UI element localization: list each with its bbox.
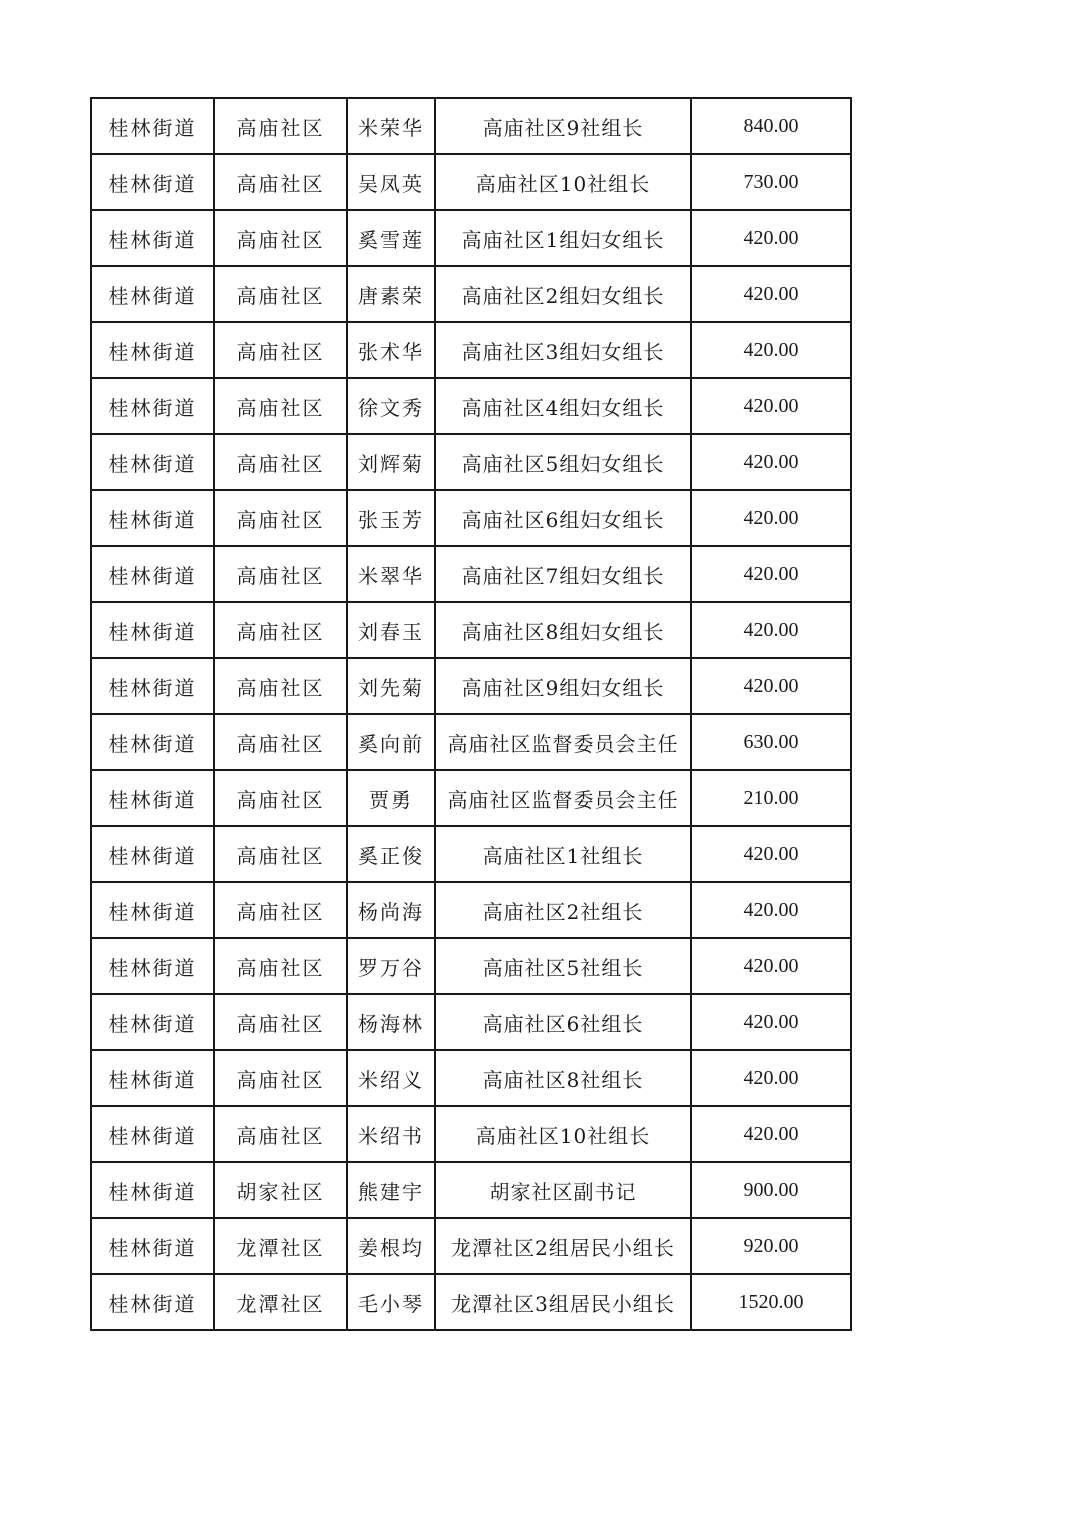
cell-amount: 420.00 (691, 1106, 851, 1162)
cell-role: 高庙社区2社组长 (435, 882, 691, 938)
cell-community: 龙潭社区 (214, 1274, 347, 1330)
cell-community: 高庙社区 (214, 434, 347, 490)
cell-role: 高庙社区监督委员会主任 (435, 714, 691, 770)
table-row (91, 322, 851, 378)
cell-name: 罗万谷 (347, 938, 435, 994)
cell-amount: 420.00 (691, 266, 851, 322)
cell-role: 高庙社区1社组长 (435, 826, 691, 882)
cell-community: 高庙社区 (214, 490, 347, 546)
cell-amount: 730.00 (691, 154, 851, 210)
table-row (91, 826, 851, 882)
table-row (91, 546, 851, 602)
cell-amount: 840.00 (691, 98, 851, 154)
cell-street: 桂林街道 (91, 1162, 214, 1218)
cell-street: 桂林街道 (91, 378, 214, 434)
cell-community: 高庙社区 (214, 1106, 347, 1162)
table-row (91, 1162, 851, 1218)
cell-role: 高庙社区9社组长 (435, 98, 691, 154)
cell-amount: 420.00 (691, 546, 851, 602)
cell-name: 刘春玉 (347, 602, 435, 658)
cell-community: 高庙社区 (214, 938, 347, 994)
cell-community: 胡家社区 (214, 1162, 347, 1218)
table-row (91, 1050, 851, 1106)
cell-role: 高庙社区5组妇女组长 (435, 434, 691, 490)
cell-street: 桂林街道 (91, 882, 214, 938)
cell-role: 龙潭社区3组居民小组长 (435, 1274, 691, 1330)
table-row (91, 266, 851, 322)
cell-amount: 420.00 (691, 994, 851, 1050)
cell-role: 高庙社区1组妇女组长 (435, 210, 691, 266)
cell-community: 高庙社区 (214, 826, 347, 882)
cell-role: 龙潭社区2组居民小组长 (435, 1218, 691, 1274)
cell-community: 高庙社区 (214, 322, 347, 378)
cell-amount: 420.00 (691, 378, 851, 434)
cell-name: 刘辉菊 (347, 434, 435, 490)
cell-amount: 900.00 (691, 1162, 851, 1218)
cell-name: 米绍义 (347, 1050, 435, 1106)
cell-role: 胡家社区副书记 (435, 1162, 691, 1218)
cell-role: 高庙社区监督委员会主任 (435, 770, 691, 826)
table-row (91, 210, 851, 266)
cell-role: 高庙社区6组妇女组长 (435, 490, 691, 546)
cell-community: 高庙社区 (214, 98, 347, 154)
cell-community: 高庙社区 (214, 210, 347, 266)
cell-street: 桂林街道 (91, 490, 214, 546)
cell-role: 高庙社区10社组长 (435, 1106, 691, 1162)
table-row (91, 98, 851, 154)
cell-street: 桂林街道 (91, 1274, 214, 1330)
cell-role: 高庙社区6社组长 (435, 994, 691, 1050)
cell-role: 高庙社区10社组长 (435, 154, 691, 210)
cell-name: 米翠华 (347, 546, 435, 602)
cell-community: 高庙社区 (214, 994, 347, 1050)
cell-community: 高庙社区 (214, 658, 347, 714)
cell-street: 桂林街道 (91, 322, 214, 378)
cell-community: 高庙社区 (214, 770, 347, 826)
table-row (91, 994, 851, 1050)
table-row (91, 658, 851, 714)
cell-community: 龙潭社区 (214, 1218, 347, 1274)
cell-amount: 420.00 (691, 882, 851, 938)
cell-role: 高庙社区7组妇女组长 (435, 546, 691, 602)
cell-amount: 420.00 (691, 602, 851, 658)
table-row (91, 1274, 851, 1330)
cell-name: 奚正俊 (347, 826, 435, 882)
table-row (91, 490, 851, 546)
cell-name: 吴凤英 (347, 154, 435, 210)
cell-street: 桂林街道 (91, 1050, 214, 1106)
cell-street: 桂林街道 (91, 266, 214, 322)
cell-street: 桂林街道 (91, 434, 214, 490)
table-row (91, 378, 851, 434)
cell-amount: 420.00 (691, 322, 851, 378)
cell-street: 桂林街道 (91, 98, 214, 154)
cell-street: 桂林街道 (91, 658, 214, 714)
cell-street: 桂林街道 (91, 210, 214, 266)
cell-role: 高庙社区8社组长 (435, 1050, 691, 1106)
cell-street: 桂林街道 (91, 1106, 214, 1162)
table-row (91, 770, 851, 826)
cell-street: 桂林街道 (91, 938, 214, 994)
cell-amount: 630.00 (691, 714, 851, 770)
cell-name: 张术华 (347, 322, 435, 378)
cell-role: 高庙社区2组妇女组长 (435, 266, 691, 322)
cell-name: 米绍书 (347, 1106, 435, 1162)
cell-amount: 920.00 (691, 1218, 851, 1274)
cell-amount: 420.00 (691, 658, 851, 714)
cell-street: 桂林街道 (91, 602, 214, 658)
cell-street: 桂林街道 (91, 770, 214, 826)
cell-amount: 210.00 (691, 770, 851, 826)
cell-name: 熊建宇 (347, 1162, 435, 1218)
cell-name: 杨尚海 (347, 882, 435, 938)
cell-amount: 420.00 (691, 490, 851, 546)
cell-role: 高庙社区3组妇女组长 (435, 322, 691, 378)
table-body (91, 98, 851, 1330)
cell-street: 桂林街道 (91, 994, 214, 1050)
cell-street: 桂林街道 (91, 154, 214, 210)
cell-name: 唐素荣 (347, 266, 435, 322)
table-row (91, 714, 851, 770)
cell-name: 奚雪莲 (347, 210, 435, 266)
cell-name: 张玉芳 (347, 490, 435, 546)
table-row (91, 882, 851, 938)
table-row (91, 154, 851, 210)
cell-name: 贾勇 (347, 770, 435, 826)
table-row (91, 1218, 851, 1274)
cell-amount: 1520.00 (691, 1274, 851, 1330)
cell-amount: 420.00 (691, 210, 851, 266)
cell-role: 高庙社区5社组长 (435, 938, 691, 994)
cell-community: 高庙社区 (214, 154, 347, 210)
cell-amount: 420.00 (691, 1050, 851, 1106)
cell-community: 高庙社区 (214, 266, 347, 322)
cell-amount: 420.00 (691, 826, 851, 882)
cell-name: 毛小琴 (347, 1274, 435, 1330)
cell-name: 杨海林 (347, 994, 435, 1050)
cell-street: 桂林街道 (91, 546, 214, 602)
cell-community: 高庙社区 (214, 882, 347, 938)
cell-name: 刘先菊 (347, 658, 435, 714)
cell-role: 高庙社区9组妇女组长 (435, 658, 691, 714)
cell-community: 高庙社区 (214, 602, 347, 658)
subsidy-table (90, 97, 852, 1331)
cell-street: 桂林街道 (91, 1218, 214, 1274)
cell-name: 姜根均 (347, 1218, 435, 1274)
cell-amount: 420.00 (691, 434, 851, 490)
cell-community: 高庙社区 (214, 714, 347, 770)
cell-name: 米荣华 (347, 98, 435, 154)
cell-street: 桂林街道 (91, 714, 214, 770)
cell-community: 高庙社区 (214, 546, 347, 602)
cell-community: 高庙社区 (214, 1050, 347, 1106)
table-row (91, 1106, 851, 1162)
table-row (91, 434, 851, 490)
cell-community: 高庙社区 (214, 378, 347, 434)
table-row (91, 602, 851, 658)
cell-amount: 420.00 (691, 938, 851, 994)
cell-role: 高庙社区4组妇女组长 (435, 378, 691, 434)
table-row (91, 938, 851, 994)
cell-name: 奚向前 (347, 714, 435, 770)
cell-street: 桂林街道 (91, 826, 214, 882)
cell-name: 徐文秀 (347, 378, 435, 434)
cell-role: 高庙社区8组妇女组长 (435, 602, 691, 658)
